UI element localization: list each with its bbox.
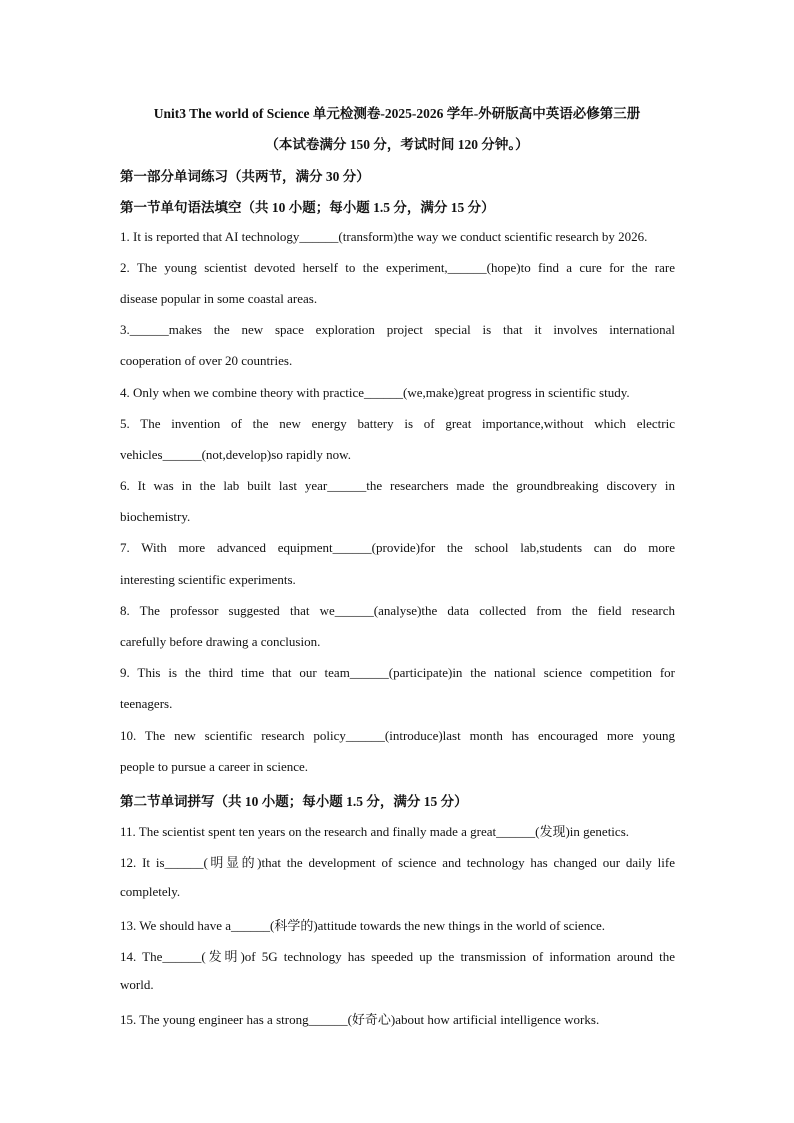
section1-heading: 第一节单句语法填空（共 10 小题；每小题 1.5 分，满分 15 分） xyxy=(120,200,495,215)
section2-heading: 第二节单词拼写（共 10 小题；每小题 1.5 分，满分 15 分） xyxy=(120,794,468,809)
question-15-line-1: 15. The young engineer has a strong______(好奇心)about how artificial intelligence works. xyxy=(120,1012,600,1027)
question-7-line-2: interesting scientific experiments. xyxy=(120,572,296,587)
question-3-line-1: 3.______makes the new space exploration project special is that it involves international xyxy=(120,322,675,337)
exam-subtitle: （本试卷满分 150 分，考试时间 120 分钟。） xyxy=(265,137,529,152)
question-11-line-1: 11. The scientist spent ten years on the research and finally made a great______(发现)in genetics. xyxy=(120,824,629,839)
question-9-line-2: teenagers. xyxy=(120,696,173,711)
question-3-line-2: cooperation of over 20 countries. xyxy=(120,353,293,368)
question-8-line-1: 8. The professor suggested that we______(analyse)the data collected from the field research xyxy=(120,603,675,618)
question-2-line-1: 2. The young scientist devoted herself to the experiment,______(hope)to find a cure for the rare xyxy=(120,260,675,275)
question-12-line-2: completely. xyxy=(120,884,181,899)
question-10-line-2: people to pursue a career in science. xyxy=(120,759,309,774)
question-6-line-1: 6. It was in the lab built last year______the researchers made the groundbreaking discovery in xyxy=(120,478,675,493)
question-5-line-2: vehicles______(not,develop)so rapidly now. xyxy=(120,447,351,462)
question-7-line-1: 7. With more advanced equipment______(provide)for the school lab,students can do more xyxy=(120,540,675,555)
question-12-line-1: 12. It is______(明显的)that the development of science and technology has changed our daily life xyxy=(120,855,675,870)
part1-heading: 第一部分单词练习（共两节，满分 30 分） xyxy=(120,169,370,184)
question-4-line-1: 4. Only when we combine theory with practice______(we,make)great progress in scientific study. xyxy=(120,385,630,400)
question-2-line-2: disease popular in some coastal areas. xyxy=(120,291,318,306)
question-5-line-1: 5. The invention of the new energy battery is of great importance,without which electric xyxy=(120,416,675,431)
question-9-line-1: 9. This is the third time that our team______(participate)in the national science competition for xyxy=(120,665,675,680)
question-13-line-1: 13. We should have a______(科学的)attitude towards the new things in the world of science. xyxy=(120,918,606,933)
question-14-line-2: world. xyxy=(120,977,154,992)
question-6-line-2: biochemistry. xyxy=(120,509,191,524)
question-1-line-1: 1. It is reported that AI technology______(transform)the way we conduct scientific research by 2026. xyxy=(120,229,648,244)
exam-title: Unit3 The world of Science 单元检测卷-2025-2026 学年-外研版高中英语必修第三册 xyxy=(153,106,641,121)
question-10-line-1: 10. The new scientific research policy______(introduce)last month has encouraged more young xyxy=(120,728,675,743)
question-14-line-1: 14. The______(发明)of 5G technology has speeded up the transmission of information around the xyxy=(120,949,675,964)
question-8-line-2: carefully before drawing a conclusion. xyxy=(120,634,321,649)
